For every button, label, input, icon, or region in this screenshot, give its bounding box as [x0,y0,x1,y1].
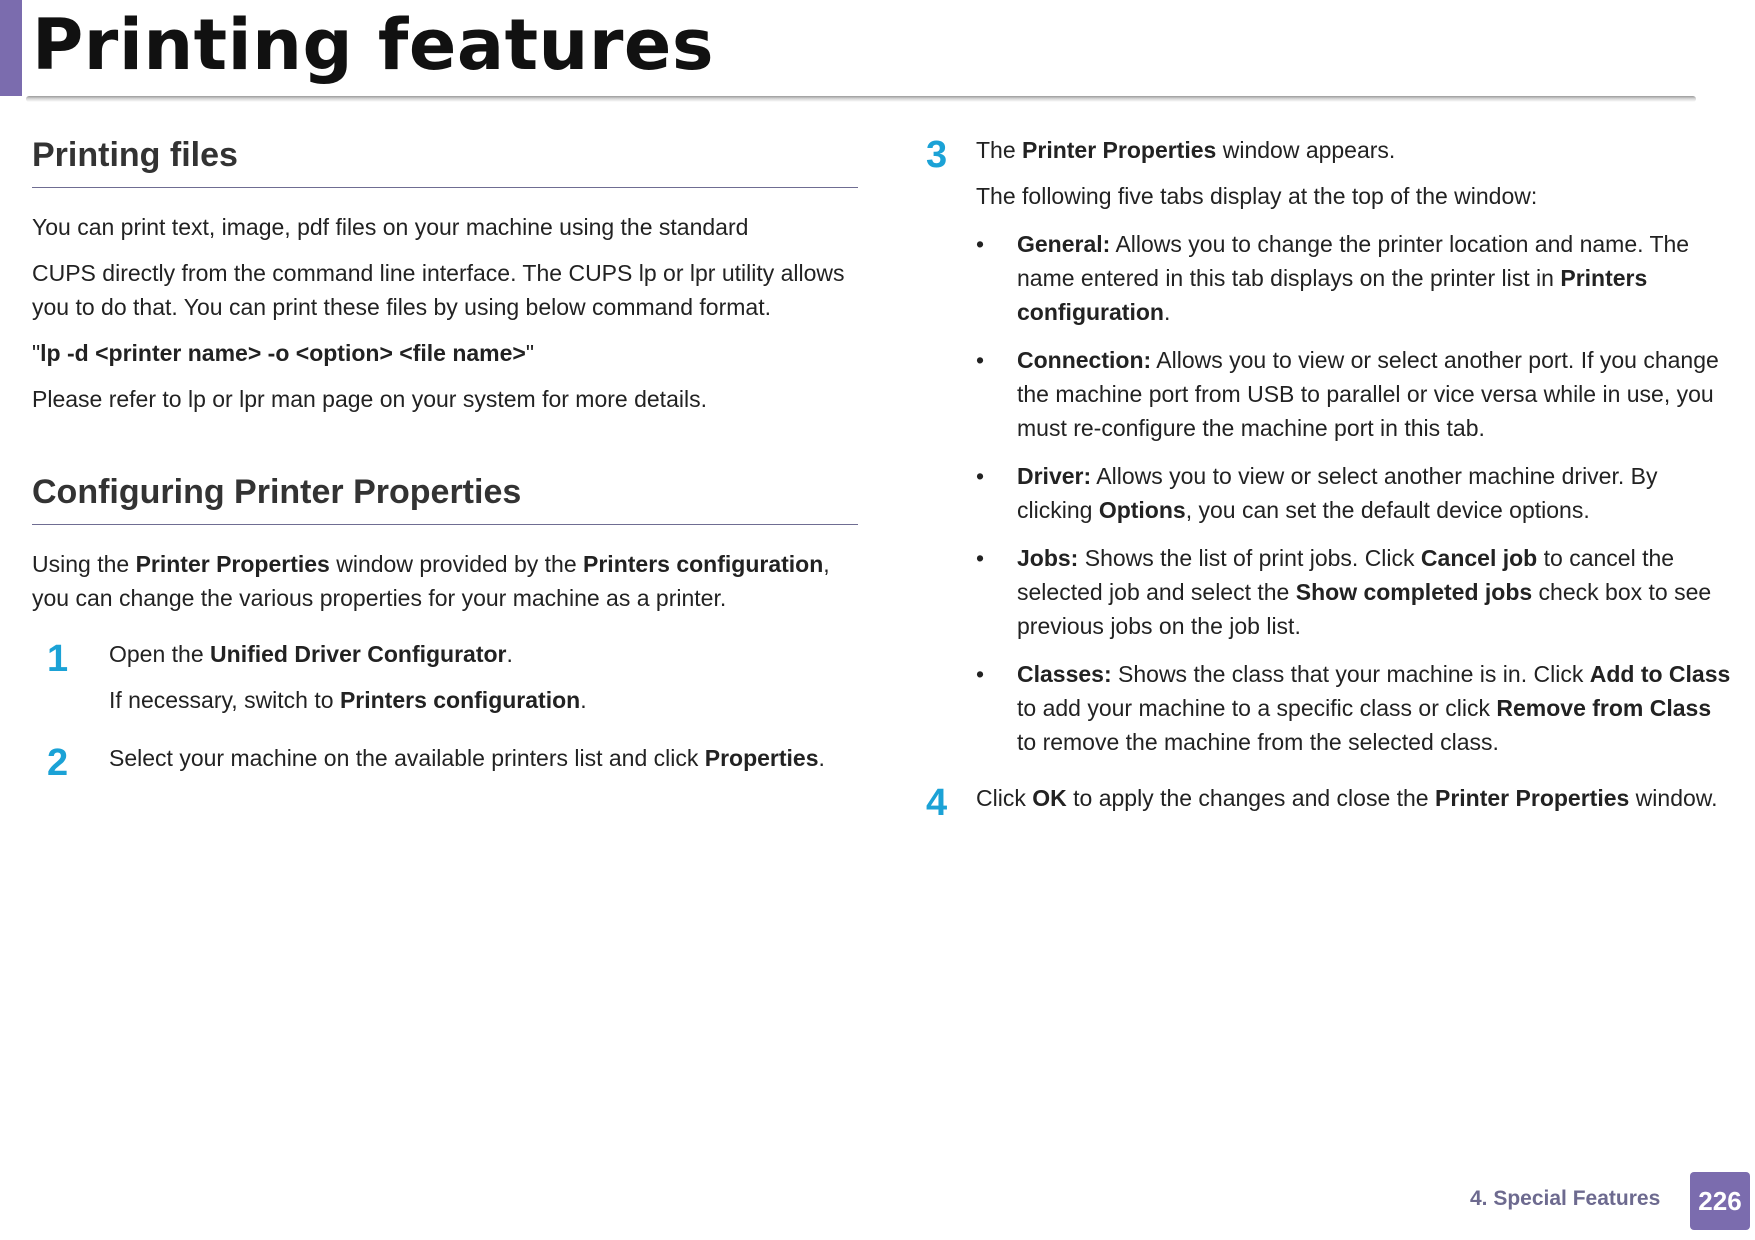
man-page-note: Please refer to lp or lpr man page on your system for more details. [32,386,707,412]
tab-label: Connection: [1017,347,1152,373]
tab-label: General: [1017,231,1111,257]
step-number: 3 [926,134,948,176]
step-number: 1 [47,638,69,680]
printing-files-intro-line1: You can print text, image, pdf files on your machine using the standard [32,214,749,240]
bullet-icon: • [976,661,985,687]
command-text: lp -d <printer name> -o <option> <file name> [40,340,526,366]
step-text: Click OK to apply the changes and close the Printer Properties window. [976,785,1718,811]
title-accent-bar [0,0,22,96]
tab-label: Classes: [1017,661,1112,687]
tab-connection: • Connection: Allows you to view or select another port. If you change the machine port from USB to parallel or vice versa while in use, you must re-configure the machine port in this tab. [926,343,1734,445]
bullet-icon: • [976,545,985,571]
command-open-quote: " [32,340,41,366]
tab-classes: • Classes: Shows the class that your machine is in. Click Add to Class to add your machine to a specific class or click Remove from Class to remove the machine from the selected class. [926,657,1734,759]
title-divider [26,96,1696,102]
left-column [32,133,858,784]
command-close-quote: " [525,340,535,366]
tab-general: • General: Allows you to change the printer location and name. The name entered in this tab displays on the printer list in Printers configuration. [926,227,1734,329]
step-3 [926,133,1734,759]
page-title: Printing features [32,4,715,86]
step-subtext: If necessary, switch to Printers configuration. [109,687,587,713]
step-subtext: The following five tabs display at the top of the window: [976,183,1538,209]
step-number: 4 [926,782,948,824]
step-text: Select your machine on the available printers list and click Properties. [109,745,825,771]
bullet-icon: • [976,347,985,373]
configuring-intro: Using the Printer Properties window provided by the Printers configuration, you can change the various properties for your machine as a printer. [32,551,830,611]
step-1 [32,637,858,717]
tab-jobs: • Jobs: Shows the list of print jobs. Click Cancel job to cancel the selected job and select the Show completed jobs check box to see previous jobs on the job list. [926,541,1734,643]
tab-driver: • Driver: Allows you to view or select another machine driver. By clicking Options, you can set the default device options. [926,459,1734,527]
section-heading-printing-files: Printing files [32,133,858,188]
step-text: The Printer Properties window appears. [976,137,1396,163]
bullet-icon: • [976,463,985,489]
step-text: Open the Unified Driver Configurator. [109,641,513,667]
section-heading-configuring: Configuring Printer Properties [32,470,858,525]
step-4 [926,781,1734,824]
right-column [926,133,1734,824]
step-number: 2 [47,742,69,784]
page-number: 226 [1690,1172,1750,1230]
footer-section-label: 4. Special Features [1470,1187,1661,1210]
command-format [32,336,858,370]
tab-label: Driver: [1017,463,1092,489]
printing-files-intro-line2: CUPS directly from the command line interface. The CUPS lp or lpr utility allows you to do that. You can print these files by using below command format. [32,260,845,320]
bullet-icon: • [976,231,985,257]
tab-label: Jobs: [1017,545,1079,571]
step-2 [32,741,858,784]
